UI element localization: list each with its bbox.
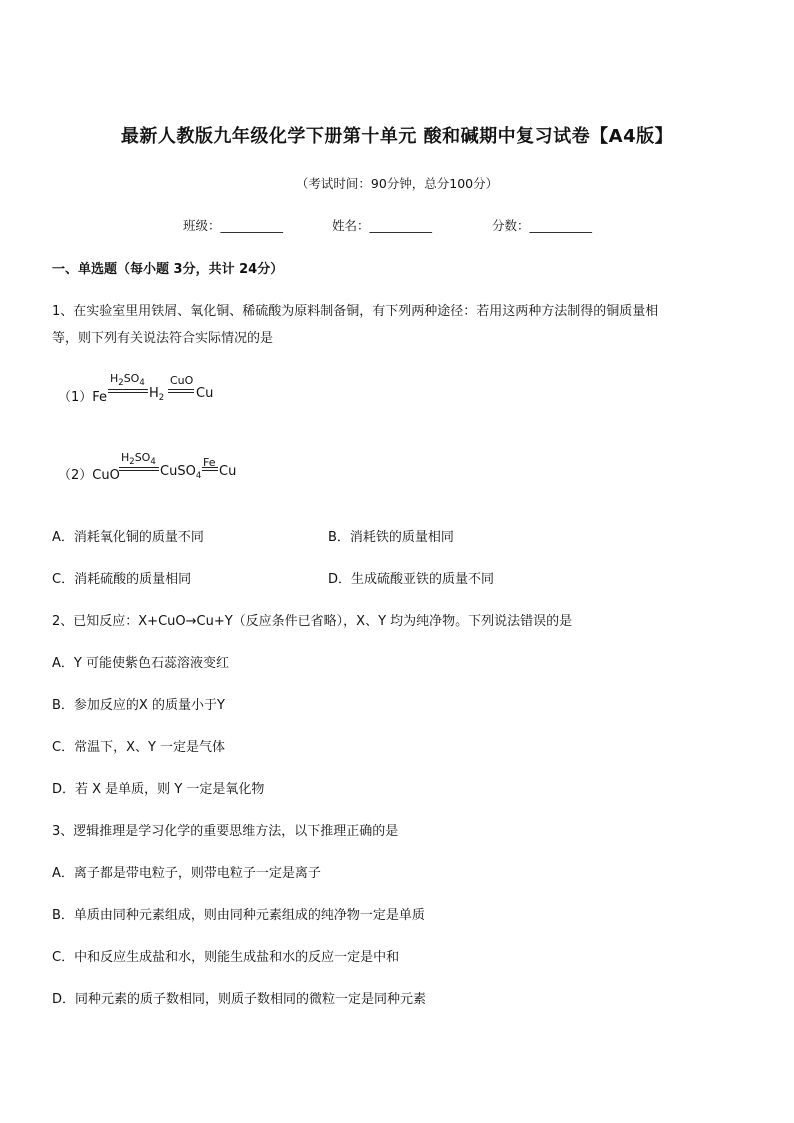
route2-arrow1 — [119, 467, 159, 471]
name-field: 姓名：__________ — [332, 218, 433, 233]
route1-reagent2: CuO — [170, 374, 194, 387]
route2-start: （2）CuO — [58, 468, 120, 483]
score-field: 分数：__________ — [492, 218, 593, 233]
q3-option-a[interactable]: A．离子都是带电粒子，则带电粒子一定是离子 — [52, 866, 321, 881]
route1-reagent1: $H_2SO_4$ — [110, 372, 145, 388]
q1-option-b[interactable]: B．消耗铁的质量相同 — [328, 530, 454, 545]
q2-option-a[interactable]: A．Y 可能使紫色石蕊溶液变红 — [52, 656, 229, 671]
route2-reagent2: Fe — [203, 456, 216, 469]
q1-stem-line1: 1、在实验室里用铁屑、氧化铜、稀硫酸为原料制备铜，有下列两种途径：若用这两种方法制得的铜质量相 — [52, 304, 659, 319]
route2-end: Cu — [219, 464, 237, 479]
route1-start: （1）Fe — [58, 390, 108, 405]
route2-reagent1: $H_2SO_4$ — [121, 451, 156, 467]
section-title-single-choice: 一、单选题（每小题 3分，共计 24分） — [52, 262, 284, 277]
q1-stem-line2: 等，则下列有关说法符合实际情况的是 — [52, 331, 274, 346]
class-field: 班级：__________ — [183, 218, 284, 233]
route2-mid: CuSO$_4$ — [160, 464, 202, 481]
q1-option-d[interactable]: D．生成硫酸亚铁的质量不同 — [328, 572, 495, 587]
route1-arrow2 — [168, 389, 194, 393]
q3-option-b[interactable]: B．单质由同种元素组成，则由同种元素组成的纯净物一定是单质 — [52, 908, 425, 923]
route2-arrow2 — [202, 467, 218, 471]
route1-mid: $H_2$ — [149, 386, 165, 403]
q3-stem: 3、逻辑推理是学习化学的重要思维方法，以下推理正确的是 — [52, 824, 399, 839]
q2-option-b[interactable]: B．参加反应的X 的质量小于Y — [52, 698, 225, 713]
q2-option-d[interactable]: D．若 X 是单质，则 Y 一定是氧化物 — [52, 782, 265, 797]
q3-option-d[interactable]: D．同种元素的质子数相同，则质子数相同的微粒一定是同种元素 — [52, 992, 427, 1007]
q1-option-c[interactable]: C．消耗硫酸的质量相同 — [52, 572, 192, 587]
q1-option-a[interactable]: A．消耗氧化铜的质量不同 — [52, 530, 204, 545]
q3-option-c[interactable]: C．中和反应生成盐和水，则能生成盐和水的反应一定是中和 — [52, 950, 400, 965]
route1-arrow1 — [108, 389, 148, 393]
q2-stem: 2、已知反应：X+CuO→Cu+Y（反应条件已省略），X、Y 均为纯净物。下列说法错误的是 — [52, 614, 573, 629]
page-title: 最新人教版九年级化学下册第十单元 酸和碱期中复习试卷【A4版】 — [120, 126, 674, 147]
route1-end: Cu — [196, 386, 214, 401]
exam-time-note: （考试时间：90分钟，总分100分） — [295, 176, 499, 191]
q2-option-c[interactable]: C．常温下，X、Y 一定是气体 — [52, 740, 226, 755]
